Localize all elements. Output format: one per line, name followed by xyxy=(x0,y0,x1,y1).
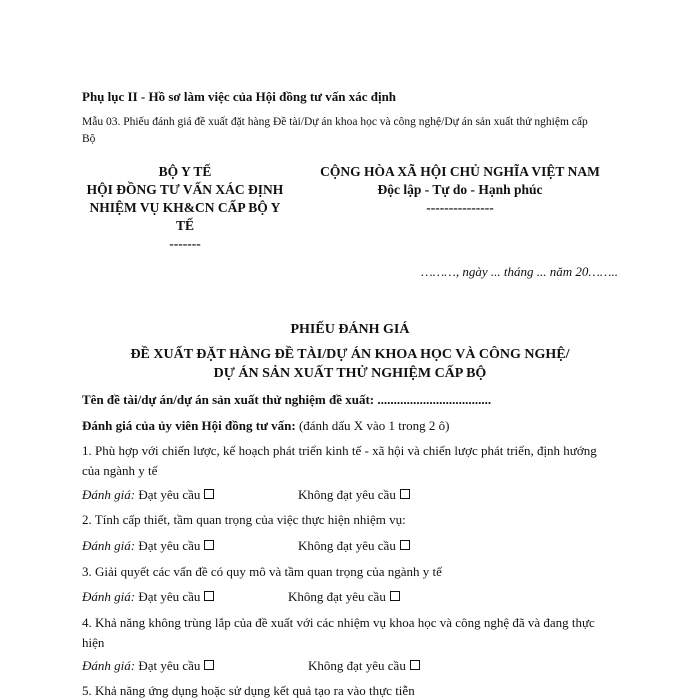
national-motto: Độc lập - Tự do - Hạnh phúc xyxy=(377,182,543,197)
rating-label: Đánh giá: xyxy=(82,487,136,502)
date-line: ………, ngày ... tháng ... năm 20…….. xyxy=(421,264,618,279)
criterion-3: 3. Giải quyết các vấn đề có quy mô và tầm quan trọng của ngành y tế xyxy=(82,564,442,579)
fail-label: Không đạt yêu cầu xyxy=(298,487,396,502)
criterion-2: 2. Tính cấp thiết, tầm quan trọng của việc thực hiện nhiệm vụ: xyxy=(82,512,406,527)
right-header xyxy=(300,163,620,217)
council-name-line3: TẾ xyxy=(175,218,194,233)
fail-option xyxy=(298,487,410,503)
fail-label: Không đạt yêu cầu xyxy=(308,658,406,673)
pass-label: Đạt yêu cầu xyxy=(135,487,201,502)
country-name: CỘNG HÒA XÃ HỘI CHỦ NGHĨA VIỆT NAM xyxy=(320,164,600,179)
criterion-2-rating xyxy=(82,538,396,554)
pass-checkbox[interactable] xyxy=(204,591,214,601)
appendix-title: Phụ lục II - Hồ sơ làm việc của Hội đồng tư vấn xác định xyxy=(82,89,397,104)
rating-label: Đánh giá: xyxy=(82,658,136,673)
pass-checkbox[interactable] xyxy=(204,660,214,670)
criterion-4-rating xyxy=(82,658,406,674)
fail-checkbox[interactable] xyxy=(400,489,410,499)
fail-checkbox[interactable] xyxy=(390,591,400,601)
criterion-1: 1. Phù hợp với chiến lược, kế hoạch phát triển kinh tế - xã hội và chiến lược phát triển, định hướng của ngành y tế xyxy=(82,443,597,478)
left-header xyxy=(70,163,300,253)
left-header-rule: ------- xyxy=(169,236,201,251)
fail-label: Không đạt yêu cầu xyxy=(298,538,396,553)
fail-label: Không đạt yêu cầu xyxy=(288,589,386,604)
criterion-3-rating xyxy=(82,589,386,605)
fail-option xyxy=(288,589,400,605)
fail-option xyxy=(298,538,410,554)
council-name-line1: HỘI ĐỒNG TƯ VẤN XÁC ĐỊNH xyxy=(86,182,284,197)
council-name-line2: NHIỆM VỤ KH&CN CẤP BỘ Y xyxy=(89,200,281,215)
criterion-1-rating xyxy=(82,487,396,503)
form-subtitle-1: ĐỀ XUẤT ĐẶT HÀNG ĐỀ TÀI/DỰ ÁN KHOA HỌC VÀ CÔNG NGHỆ/ xyxy=(130,347,570,362)
fail-checkbox[interactable] xyxy=(410,660,420,670)
evaluation-hint: (đánh dấu X vào 1 trong 2 ô) xyxy=(295,418,450,433)
pass-label: Đạt yêu cầu xyxy=(135,658,201,673)
rating-label: Đánh giá: xyxy=(82,538,136,553)
criterion-5: 5. Khả năng ứng dụng hoặc sử dụng kết quả tạo ra vào thực tiễn xyxy=(82,683,415,698)
pass-checkbox[interactable] xyxy=(204,489,214,499)
evaluation-label: Đánh giá của ủy viên Hội đồng tư vấn: xyxy=(82,418,296,433)
form-subtitle-2: DỰ ÁN SẢN XUẤT THỬ NGHIỆM CẤP BỘ xyxy=(213,366,487,381)
ministry-name: BỘ Y TẾ xyxy=(158,164,212,179)
fail-option xyxy=(308,658,420,674)
criterion-4: 4. Khả năng không trùng lắp của đề xuất với các nhiệm vụ khoa học và công nghệ đã và đang thực hiện xyxy=(82,615,595,650)
fail-checkbox[interactable] xyxy=(400,540,410,550)
pass-label: Đạt yêu cầu xyxy=(135,589,201,604)
right-header-rule: --------------- xyxy=(426,200,494,215)
evaluation-instruction xyxy=(82,418,450,434)
rating-label: Đánh giá: xyxy=(82,589,136,604)
form-note: Mẫu 03. Phiếu đánh giá đề xuất đặt hàng Đề tài/Dự án khoa học và công nghệ/Dự án sản xuất thử nghiệm cấp Bộ xyxy=(82,116,588,145)
topic-name-field[interactable]: Tên đề tài/dự án/dự án sản xuất thử nghiệm đề xuất: ................................... xyxy=(82,392,492,407)
pass-label: Đạt yêu cầu xyxy=(135,538,201,553)
form-title: PHIẾU ĐÁNH GIÁ xyxy=(290,322,410,337)
pass-checkbox[interactable] xyxy=(204,540,214,550)
